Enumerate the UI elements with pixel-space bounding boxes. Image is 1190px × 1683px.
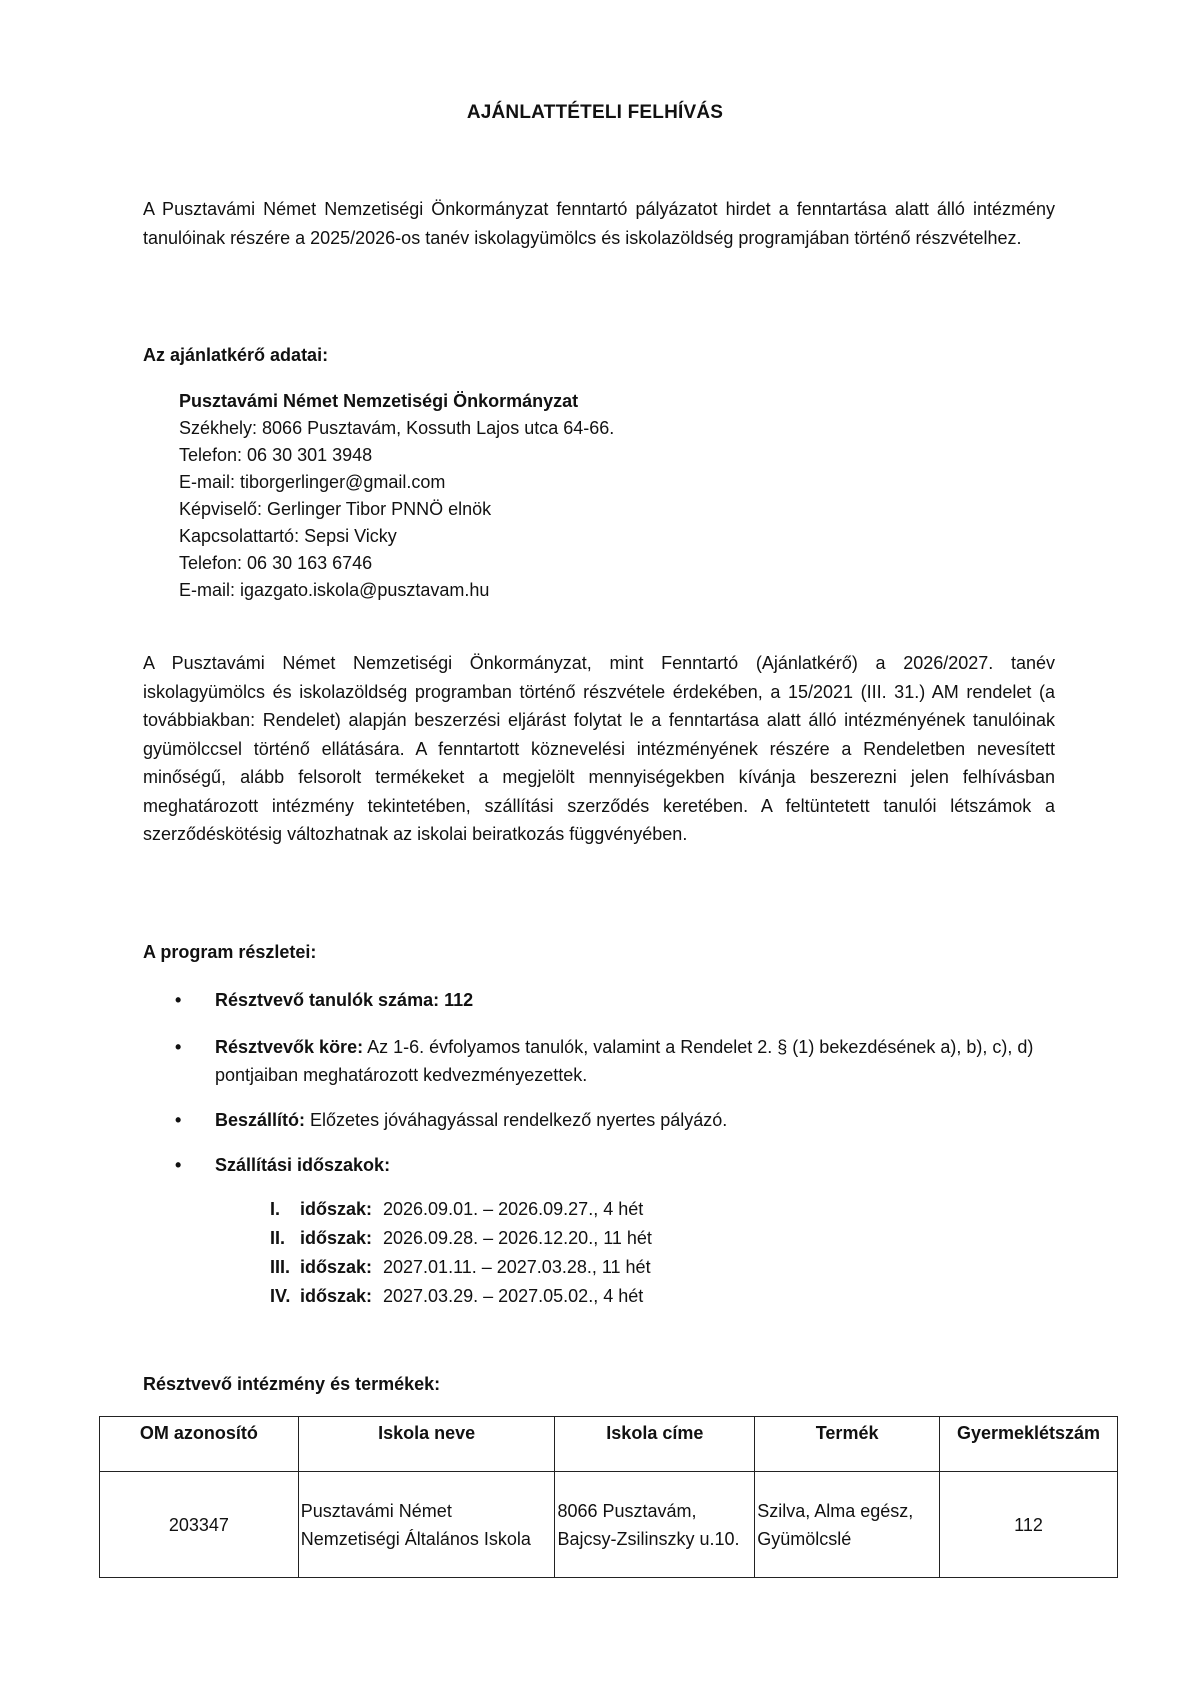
cell-om-id: 203347 xyxy=(100,1472,299,1578)
requester-phone: Telefon: 06 30 301 3948 xyxy=(179,445,373,465)
requester-representative: Képviselő: Gerlinger Tibor PNNÖ elnök xyxy=(179,499,492,519)
cell-product: Szilva, Alma egész, Gyümölcslé xyxy=(755,1472,940,1578)
body-paragraph: A Pusztavámi Német Nemzetiségi Önkormányzat, mint Fenntartó (Ajánlatkérő) a 2026/2027. tanév iskolagyümölcs és iskolazöldség programban történő részvétele érdekében, a 15/2021 (III. 31.) AM rendelet (a továbbiakban: Rendelet) alapján beszerzési eljárást folytat le a fenntartása alatt álló intézményének tanulóinak gyümölccsel történő ellátására. A fenntartott köznevelési intézményének részére a Rendeletben nevesített minőségű, alább felsorolt termékeket a megjelölt mennyiségekben kívánja beszerezni jelen felhívásban meghatározott intézmény tekintetében, szállítási szerződés keretében. A feltüntetett tanulói létszámok a szerződéskötésig változhatnak az iskolai beiratkozás függvényében. xyxy=(143,653,1055,844)
period-number: III. xyxy=(270,1257,291,1277)
bullet-icon: • xyxy=(175,1110,182,1130)
delivery-periods-label: Szállítási időszakok: xyxy=(215,1155,391,1175)
period-dates: 2027.03.29. – 2027.05.02., 4 hét xyxy=(383,1286,644,1306)
period-dates: 2026.09.01. – 2026.09.27., 4 hét xyxy=(383,1199,644,1219)
requester-name: Pusztavámi Német Nemzetiségi Önkormányzat xyxy=(179,391,579,411)
institutions-table xyxy=(99,1416,1118,1578)
contact-phone: Telefon: 06 30 163 6746 xyxy=(179,553,373,573)
requester-contact-block xyxy=(179,388,614,604)
supplier-text: Előzetes jóváhagyással rendelkező nyertes pályázó. xyxy=(305,1110,728,1130)
supplier-label: Beszállító: xyxy=(215,1110,306,1130)
period-dates: 2027.01.11. – 2027.03.28., 11 hét xyxy=(383,1257,651,1277)
cell-school-name: Pusztavámi Német Nemzetiségi Általános Iskola xyxy=(298,1472,555,1578)
intro-paragraph: A Pusztavámi Német Nemzetiségi Önkormányzat fenntartó pályázatot hirdet a fenntartása alatt álló intézmény tanulóinak részére a 2025/2026-os tanév iskolagyümölcs és iskolazöldség programjában történő részvételhez. xyxy=(143,199,1055,248)
requester-address: Székhely: 8066 Pusztavám, Kossuth Lajos utca 64-66. xyxy=(179,418,615,438)
cell-school-address: 8066 Pusztavám, Bajcsy-Zsilinszky u.10. xyxy=(555,1472,755,1578)
participants-scope-label: Résztvevők köre: xyxy=(215,1037,364,1057)
requester-contact-person: Kapcsolattartó: Sepsi Vicky xyxy=(179,526,397,546)
column-header-product: Termék xyxy=(755,1417,940,1472)
column-header-school-name: Iskola neve xyxy=(298,1417,555,1472)
requester-heading: Az ajánlatkérő adatai: xyxy=(143,345,329,365)
column-header-om-id: OM azonosító xyxy=(100,1417,299,1472)
period-number: I. xyxy=(270,1199,281,1219)
cell-children-count: 112 xyxy=(940,1472,1118,1578)
participant-count-label: Résztvevő tanulók száma: 112 xyxy=(215,990,474,1010)
bullet-icon: • xyxy=(175,1155,182,1175)
bullet-icon: • xyxy=(175,1037,182,1057)
institutions-heading: Résztvevő intézmény és termékek: xyxy=(143,1374,441,1394)
period-dates: 2026.09.28. – 2026.12.20., 11 hét xyxy=(383,1228,652,1248)
period-label: időszak: xyxy=(300,1199,373,1219)
period-number: II. xyxy=(270,1228,286,1248)
column-header-school-address: Iskola címe xyxy=(555,1417,755,1472)
requester-email: E-mail: tiborgerlinger@gmail.com xyxy=(179,472,446,492)
period-label: időszak: xyxy=(300,1228,373,1248)
document-title: AJÁNLATTÉTELI FELHÍVÁS xyxy=(466,102,724,123)
column-header-children-count: Gyermeklétszám xyxy=(940,1417,1118,1472)
contact-email: E-mail: igazgato.iskola@pusztavam.hu xyxy=(179,580,490,600)
bullet-icon: • xyxy=(175,990,182,1010)
period-label: időszak: xyxy=(300,1257,373,1277)
table-row xyxy=(100,1472,1118,1578)
program-heading: A program részletei: xyxy=(143,942,317,962)
participants-scope-text: Az 1-6. évfolyamos tanulók, valamint a Rendelet 2. § (1) bekezdésének a), b), c), d) pontjaiban meghatározott kedvezményezettek. xyxy=(215,1037,1034,1085)
period-number: IV. xyxy=(270,1286,291,1306)
period-label: időszak: xyxy=(300,1286,373,1306)
table-header-row xyxy=(100,1417,1118,1472)
